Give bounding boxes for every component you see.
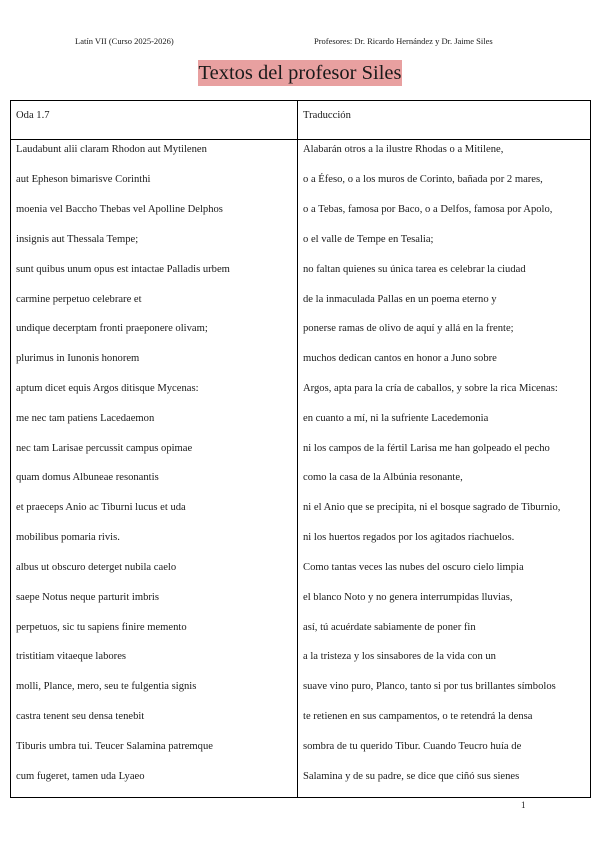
table-row <box>11 468 591 498</box>
header-course: Latín VII (Curso 2025-2026) <box>75 36 174 46</box>
table-row <box>11 647 591 677</box>
table-row <box>11 737 591 767</box>
cell-translation: muchos dedican cantos en honor a Juno sobre <box>298 349 591 379</box>
header-professors: Profesores: Dr. Ricardo Hernández y Dr. Jaime Siles <box>314 36 493 46</box>
table-row <box>11 230 591 260</box>
cell-translation: Argos, apta para la cría de caballos, y sobre la rica Micenas: <box>298 379 591 409</box>
table-body <box>11 101 591 798</box>
table-row <box>11 170 591 200</box>
cell-latin: moenia vel Baccho Thebas vel Apolline Delphos <box>11 200 298 230</box>
table-row <box>11 379 591 409</box>
text-translation-table <box>10 100 591 798</box>
table-row <box>11 528 591 558</box>
cell-latin: perpetuos, sic tu sapiens finire memento <box>11 618 298 648</box>
cell-translation: Salamina y de su padre, se dice que ciñó sus sienes <box>298 767 591 798</box>
cell-translation: a la tristeza y los sinsabores de la vida con un <box>298 647 591 677</box>
cell-translation: de la inmaculada Pallas en un poema eterno y <box>298 290 591 320</box>
table-row <box>11 558 591 588</box>
cell-translation: así, tú acuérdate sabiamente de poner fin <box>298 618 591 648</box>
table-row <box>11 260 591 290</box>
cell-translation: o a Éfeso, o a los muros de Corinto, bañada por 2 mares, <box>298 170 591 200</box>
page-number: 1 <box>521 800 526 810</box>
cell-latin: tristitiam vitaeque labores <box>11 647 298 677</box>
header-latin: Oda 1.7 <box>11 101 298 140</box>
cell-latin: quam domus Albuneae resonantis <box>11 468 298 498</box>
cell-latin: cum fugeret, tamen uda Lyaeo <box>11 767 298 798</box>
cell-latin: mobilibus pomaria rivis. <box>11 528 298 558</box>
cell-latin: castra tenent seu densa tenebit <box>11 707 298 737</box>
cell-translation: o a Tebas, famosa por Baco, o a Delfos, famosa por Apolo, <box>298 200 591 230</box>
table-row <box>11 498 591 528</box>
table-row <box>11 767 591 798</box>
table-row <box>11 409 591 439</box>
cell-translation: te retienen en sus campamentos, o te retendrá la densa <box>298 707 591 737</box>
cell-latin: carmine perpetuo celebrare et <box>11 290 298 320</box>
cell-latin: albus ut obscuro deterget nubila caelo <box>11 558 298 588</box>
cell-translation: sombra de tu querido Tibur. Cuando Teucro huía de <box>298 737 591 767</box>
cell-translation: no faltan quienes su única tarea es celebrar la ciudad <box>298 260 591 290</box>
table-row <box>11 200 591 230</box>
cell-translation: suave vino puro, Planco, tanto si por tus brillantes símbolos <box>298 677 591 707</box>
cell-latin: plurimus in Iunonis honorem <box>11 349 298 379</box>
cell-translation: en cuanto a mí, ni la sufriente Lacedemonia <box>298 409 591 439</box>
cell-translation: ni el Anio que se precipita, ni el bosque sagrado de Tiburnio, <box>298 498 591 528</box>
cell-translation: el blanco Noto y no genera interrumpidas lluvias, <box>298 588 591 618</box>
cell-translation: ni los campos de la fértil Larisa me han golpeado el pecho <box>298 439 591 469</box>
cell-latin: aut Epheson bimarisve Corinthi <box>11 170 298 200</box>
table-row <box>11 349 591 379</box>
cell-latin: aptum dicet equis Argos ditisque Mycenas: <box>11 379 298 409</box>
table-row <box>11 439 591 469</box>
table-row <box>11 319 591 349</box>
cell-latin: me nec tam patiens Lacedaemon <box>11 409 298 439</box>
cell-latin: Laudabunt alii claram Rhodon aut Mytilenen <box>11 140 298 171</box>
cell-translation: Como tantas veces las nubes del oscuro cielo limpia <box>298 558 591 588</box>
cell-latin: insignis aut Thessala Tempe; <box>11 230 298 260</box>
cell-latin: Tiburis umbra tui. Teucer Salamina patremque <box>11 737 298 767</box>
table-row <box>11 677 591 707</box>
table-row <box>11 588 591 618</box>
cell-latin: molli, Plance, mero, seu te fulgentia signis <box>11 677 298 707</box>
table-row <box>11 707 591 737</box>
cell-translation: Alabarán otros a la ilustre Rhodas o a Mitilene, <box>298 140 591 171</box>
cell-latin: et praeceps Anio ac Tiburni lucus et uda <box>11 498 298 528</box>
cell-latin: undique decerptam fronti praeponere olivam; <box>11 319 298 349</box>
cell-latin: saepe Notus neque parturit imbris <box>11 588 298 618</box>
cell-latin: sunt quibus unum opus est intactae Palladis urbem <box>11 260 298 290</box>
table-row <box>11 618 591 648</box>
table-row <box>11 290 591 320</box>
cell-translation: ponerse ramas de olivo de aquí y allá en la frente; <box>298 319 591 349</box>
table-header-row <box>11 101 591 140</box>
title-container <box>0 60 600 86</box>
cell-translation: ni los huertos regados por los agitados riachuelos. <box>298 528 591 558</box>
cell-translation: o el valle de Tempe en Tesalia; <box>298 230 591 260</box>
header-translation: Traducción <box>298 101 591 140</box>
cell-translation: como la casa de la Albúnia resonante, <box>298 468 591 498</box>
page-title: Textos del profesor Siles <box>198 62 402 84</box>
cell-latin: nec tam Larisae percussit campus opimae <box>11 439 298 469</box>
table-row <box>11 140 591 171</box>
